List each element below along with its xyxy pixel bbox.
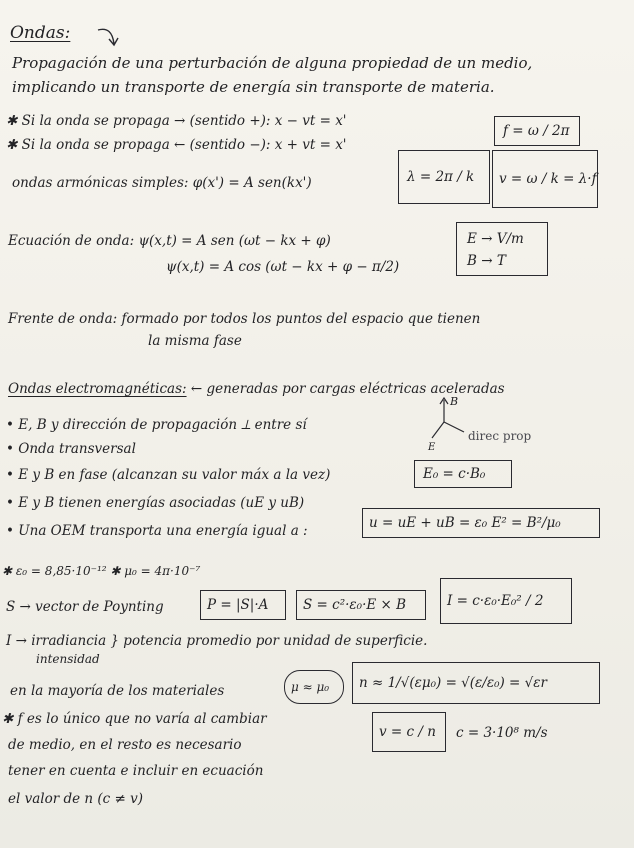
energy-formula: u = uE + uB = ε₀ E² = B²/μ₀ <box>369 515 561 531</box>
asterisk-icon: ✱ <box>6 137 18 153</box>
direction-negative <box>6 136 347 154</box>
em-bullet: • Onda transversal <box>6 441 136 457</box>
em-heading-note: ← generadas por cargas eléctricas aceleradas <box>190 381 505 397</box>
em-bullet: • Una OEM transporta una energía igual a : <box>6 523 308 539</box>
speed-of-light: c = 3·10⁸ m/s <box>456 725 548 741</box>
units-box <box>456 222 548 276</box>
wave-equation-sin: ψ(x,t) = A sen (ωt − kx + φ) <box>138 233 331 249</box>
wave-equation-label: Ecuación de onda: <box>8 233 135 249</box>
constants: ✱ ε₀ = 8,85·10⁻¹² ✱ μ₀ = 4π·10⁻⁷ <box>2 564 201 578</box>
em-bullet: • E y B tienen energías asociadas (uE y uB) <box>6 495 305 511</box>
frequency-formula: f = ω / 2π <box>503 123 570 139</box>
note-line: de medio, en el resto es necesario <box>8 737 242 753</box>
curved-arrow-icon <box>96 24 124 50</box>
wavefront-line-2: la misma fase <box>148 333 242 349</box>
e0-formula: E₀ = c·B₀ <box>423 466 486 482</box>
em-bullet-text: E y B tienen energías asociadas (uE y uB) <box>18 495 305 511</box>
note-line: tener en cuenta e incluir en ecuación <box>8 763 264 779</box>
em-bullet: • E, B y dirección de propagación ⟂ entre sí <box>6 417 307 433</box>
wave-equation-1 <box>8 232 331 250</box>
asterisk-icon: ✱ <box>6 113 18 129</box>
poynting-box <box>296 590 426 620</box>
axis-label-B: B <box>450 395 459 408</box>
direction-positive <box>6 112 347 130</box>
em-bullet-text: E y B en fase (alcanzan su valor máx a la vez) <box>18 467 331 483</box>
wave-equation-cos: ψ(x,t) = A cos (ωt − kx + φ − π/2) <box>166 259 400 275</box>
intro-line-2: implicando un transporte de energía sin transporte de materia. <box>12 78 495 96</box>
irradiance-formula: I = c·ε₀·E₀² / 2 <box>447 593 544 609</box>
unit-B: B → T <box>467 253 506 269</box>
refractive-index-box <box>352 662 600 704</box>
mu-approx-bubble <box>284 670 344 704</box>
mu-approx: μ ≈ μ₀ <box>291 680 330 694</box>
energy-box <box>362 508 600 538</box>
em-bullet-text: E, B y dirección de propagación ⟂ entre sí <box>18 417 307 433</box>
direction-positive-text: Si la onda se propaga → (sentido +): x − vt = x' <box>21 113 347 129</box>
intro-line-1: Propagación de una perturbación de alguna propiedad de un medio, <box>12 54 533 72</box>
intensity-word: intensidad <box>36 652 100 666</box>
em-heading: Ondas electromagnéticas: <box>8 381 187 397</box>
axis-label-propagation: direc prop <box>468 429 532 443</box>
direction-negative-text: Si la onda se propaga ← (sentido −): x + vt = x' <box>21 137 347 153</box>
velocity-formula: v = ω / k = λ·f <box>499 171 597 187</box>
power-formula: P = |S|·A <box>207 597 269 613</box>
irradiance-definition: I → irradiancia } potencia promedio por unidad de superficie. <box>6 633 428 649</box>
note-line: ✱ f es lo único que no varía al cambiar <box>2 711 267 727</box>
velocity-n-box <box>372 712 446 752</box>
refractive-index-formula: n ≈ 1/√(εμ₀) = √(ε/ε₀) = √εr <box>359 675 547 691</box>
harmonic-waves: ondas armónicas simples: φ(x') = A sen(kx') <box>12 175 312 191</box>
note-line: el valor de n (c ≠ v) <box>8 791 143 807</box>
poynting-formula: S = c²·ε₀·E × B <box>303 597 407 613</box>
poynting-label: S → vector de Poynting <box>6 599 164 615</box>
e0-box <box>414 460 512 488</box>
lambda-box <box>398 150 490 204</box>
irradiance-box <box>440 578 572 624</box>
lambda-formula: λ = 2π / k <box>407 169 475 185</box>
wavefront-line-1: Frente de onda: formado por todos los puntos del espacio que tienen <box>8 311 481 327</box>
axis-label-E: E <box>428 442 436 453</box>
power-box <box>200 590 286 620</box>
velocity-n-formula: v = c / n <box>379 724 436 740</box>
frequency-box <box>494 116 580 146</box>
materials-text: en la mayoría de los materiales <box>10 683 225 699</box>
velocity-box <box>492 150 598 208</box>
unit-E: E → V/m <box>467 231 524 247</box>
page-title: Ondas: <box>10 23 71 43</box>
em-bullet-text: Onda transversal <box>18 441 136 457</box>
em-bullet: • E y B en fase (alcanzan su valor máx a la vez) <box>6 467 331 483</box>
em-bullet-text: Una OEM transporta una energía igual a : <box>18 523 308 539</box>
